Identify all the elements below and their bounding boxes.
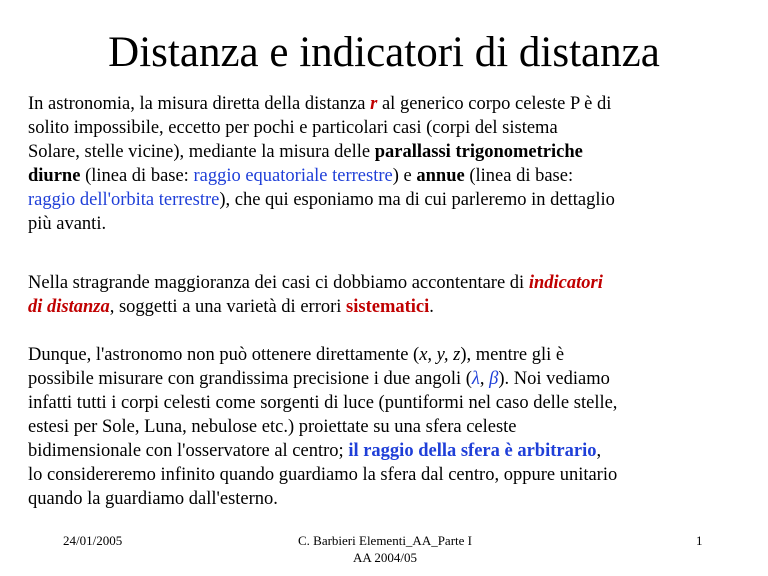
text: infatti tutti i corpi celesti come sorgenti di luce (puntiformi nel caso delle stelle, bbox=[28, 393, 618, 413]
text: . bbox=[429, 297, 434, 317]
term-raggio-sfera: il raggio della sfera è arbitrario bbox=[348, 441, 597, 461]
term-sistematici: sistematici bbox=[346, 297, 430, 317]
text: possibile misurare con grandissima precisione i due angoli ( bbox=[28, 369, 472, 389]
footer-author bbox=[274, 532, 496, 566]
text: più avanti. bbox=[28, 214, 107, 234]
distance-symbol: r bbox=[370, 94, 378, 114]
term-parallassi: parallassi trigonometriche bbox=[374, 142, 583, 162]
text: Dunque, l'astronomo non può ottenere direttamente ( bbox=[28, 345, 420, 365]
text: al generico corpo celeste P è di bbox=[377, 94, 612, 114]
text: quando la guardiamo dall'esterno. bbox=[28, 489, 278, 509]
text: ). Noi vediamo bbox=[498, 369, 610, 389]
angle-lambda: λ bbox=[471, 369, 480, 389]
text: ), che qui esponiamo ma di cui parleremo in dettaglio bbox=[219, 190, 615, 210]
coords-xyz: x, y, z bbox=[419, 345, 461, 365]
term-indicatori: indicatori bbox=[528, 273, 603, 293]
paragraph-indicators bbox=[28, 271, 728, 319]
text: , soggetti a una varietà di errori bbox=[109, 297, 347, 317]
text: ) e bbox=[392, 166, 417, 186]
term-annue: annue bbox=[416, 166, 465, 186]
term-raggio-orbita: raggio dell'orbita terrestre bbox=[28, 190, 220, 210]
page-number: 1 bbox=[696, 533, 703, 548]
text: bidimensionale con l'osservatore al centro; bbox=[28, 441, 349, 461]
text: , bbox=[479, 369, 490, 389]
slide-title: Distanza e indicatori di distanza bbox=[108, 29, 660, 76]
paragraph-parallax bbox=[28, 92, 728, 236]
text: Solare, stelle vicine), mediante la misura delle bbox=[28, 142, 375, 162]
text: solito impossibile, eccetto per pochi e particolari casi (corpi del sistema bbox=[28, 118, 558, 138]
text: In astronomia, la misura diretta della distanza bbox=[28, 94, 371, 114]
paragraph-celestial-sphere bbox=[28, 343, 728, 511]
angle-beta: β bbox=[489, 369, 499, 389]
term-di-distanza: di distanza bbox=[28, 297, 110, 317]
text: Nella stragrande maggioranza dei casi ci dobbiamo accontentare di bbox=[28, 273, 529, 293]
term-diurne: diurne bbox=[28, 166, 81, 186]
text: (linea di base: bbox=[80, 166, 194, 186]
text: lo considereremo infinito quando guardiamo la sfera dal centro, oppure unitario bbox=[28, 465, 618, 485]
footer-date: 24/01/2005 bbox=[63, 533, 123, 548]
footer-author-line2: AA 2004/05 bbox=[353, 550, 417, 565]
footer-author-line1: C. Barbieri Elementi_AA_Parte I bbox=[297, 533, 472, 548]
text: estesi per Sole, Luna, nebulose etc.) proiettate su una sfera celeste bbox=[28, 417, 517, 437]
text: , bbox=[596, 441, 602, 461]
term-raggio-equatoriale: raggio equatoriale terrestre bbox=[193, 166, 393, 186]
text: ), mentre gli è bbox=[460, 345, 565, 365]
text: (linea di base: bbox=[464, 166, 574, 186]
